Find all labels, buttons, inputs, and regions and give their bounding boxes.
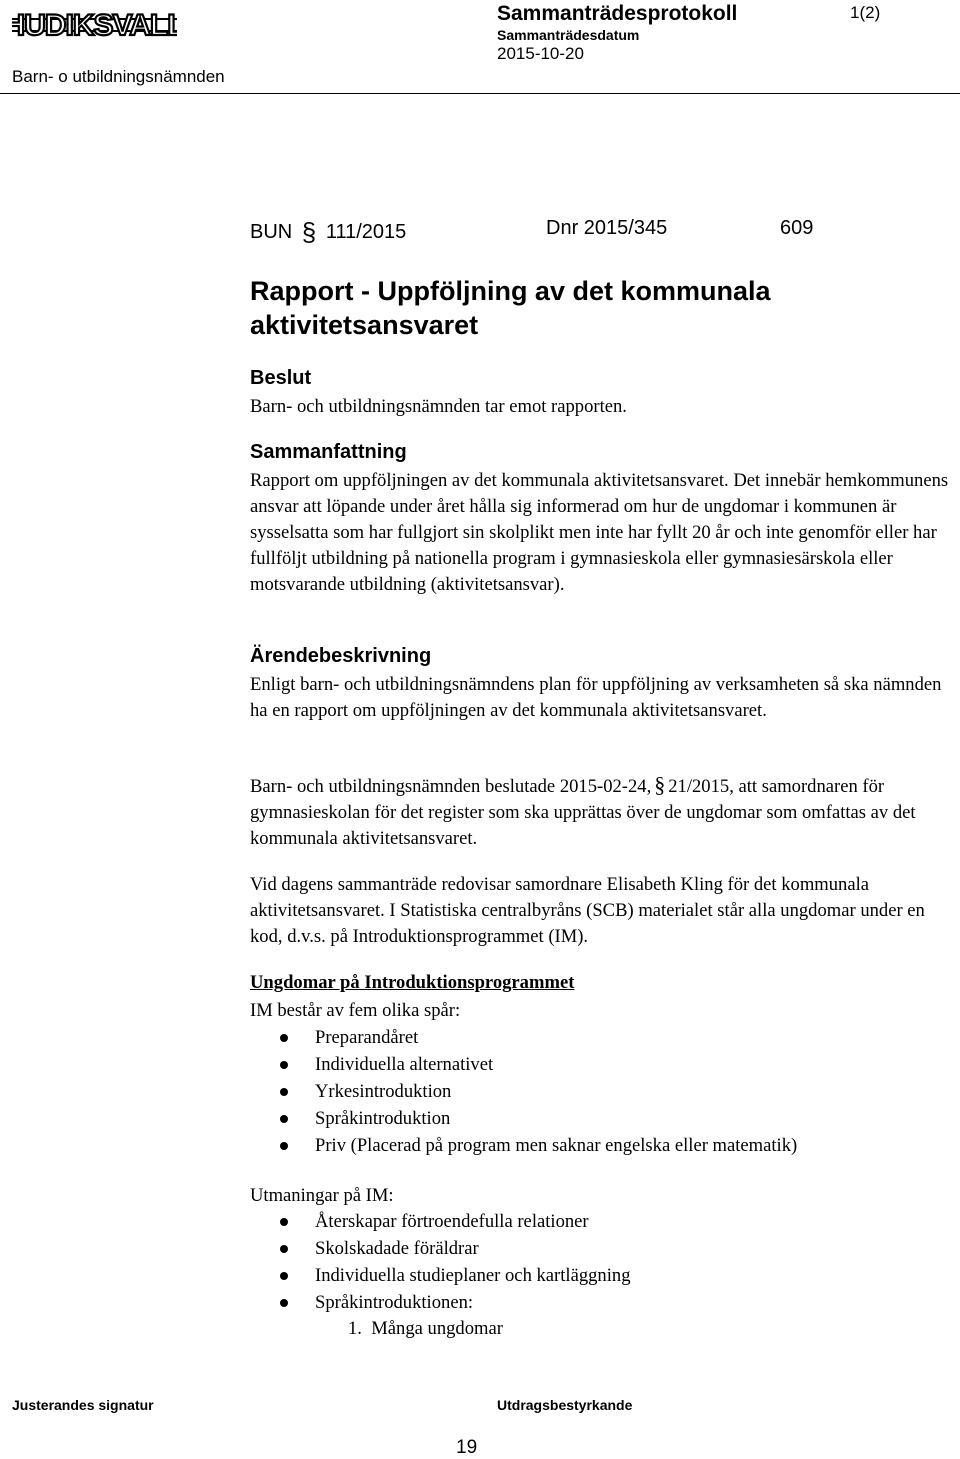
- sub-item-number: 1.: [348, 1318, 362, 1339]
- committee-name: Barn- o utbildningsnämnden: [12, 67, 225, 86]
- bullet-icon: [280, 1034, 288, 1042]
- list-item: [250, 1079, 797, 1106]
- im-intro: IM består av fem olika spår:: [250, 1000, 461, 1021]
- case-reference: [250, 217, 406, 248]
- document-title: Sammanträdesprotokoll: [497, 2, 738, 25]
- case-description-paragraph: [250, 772, 950, 852]
- im-heading: Ungdomar på Introduktionsprogrammet: [250, 972, 575, 993]
- meeting-date: 2015-10-20: [497, 44, 584, 63]
- meeting-date-label: Sammanträdesdatum: [497, 27, 640, 43]
- challenges-list: [250, 1209, 631, 1317]
- header-divider: [0, 93, 960, 94]
- summary-text: Rapport om uppföljningen av det kommunala aktivitetsansvaret. Det innebär hemkommunens ansvar att löpande under året hålla sig informerad om hur de ungdomar i kommunen är sysselsatta som har fullgjort sin skolplikt men inte har fyllt 20 år och inte genomför eller har fullföljt utbildning på nationella program i gymnasieskola eller gymnasiesärskola eller motsvarande utbildning (aktivitetsansvar).: [250, 470, 949, 595]
- bullet-icon: [280, 1061, 288, 1069]
- case-id: 609: [780, 217, 814, 239]
- bullet-icon: [280, 1299, 288, 1307]
- bullet-icon: [280, 1088, 288, 1096]
- list-item-text: Språkintroduktionen:: [315, 1292, 474, 1313]
- signature-label: Justerandes signatur: [12, 1397, 154, 1413]
- decision-heading: Beslut: [250, 367, 312, 389]
- list-item-text: Individuella studieplaner och kartläggning: [315, 1265, 631, 1286]
- page-count: 1(2): [850, 3, 881, 22]
- diary-number: Dnr 2015/345: [546, 217, 668, 239]
- list-item-text: Individuella alternativet: [315, 1054, 494, 1075]
- list-item-text: Återskapar förtroendefulla relationer: [315, 1211, 589, 1232]
- case-description-heading: Ärendebeskrivning: [250, 645, 432, 667]
- list-item-text: Språkintroduktion: [315, 1108, 451, 1129]
- case-code: BUN: [250, 221, 293, 243]
- list-item: [250, 1263, 631, 1290]
- list-item: [250, 1290, 631, 1317]
- list-item: [250, 1052, 797, 1079]
- list-item-text: Priv (Placerad på program men saknar engelska eller matematik): [315, 1135, 798, 1156]
- case-description-paragraph: Enligt barn- och utbildningsnämndens plan för uppföljning av verksamheten så ska nämnden ha en rapport om uppföljningen av det kommunala aktivitetsansvaret.: [250, 674, 942, 721]
- list-item: [250, 1209, 631, 1236]
- svg-text:HUDIKSVALL: HUDIKSVALL: [12, 9, 177, 42]
- list-item-text: Yrkesintroduktion: [315, 1081, 452, 1102]
- municipality-logo: [12, 4, 177, 42]
- list-item: [250, 1025, 797, 1052]
- paragraph-text: 21/2015, att samordnaren för gymnasieskolan för det register som ska upprättas över de ungdomar som omfattas av det kommunala aktivitetsansvaret.: [250, 776, 916, 849]
- case-description-paragraph: Vid dagens sammanträde redovisar samordnare Elisabeth Kling för det kommunala aktivitetsansvaret. I Statistiska centralbyråns (SCB) materialet står alla ungdomar under en kod, d.v.s. på Introduktionsprogrammet (IM).: [250, 874, 925, 947]
- im-tracks-list: [250, 1025, 797, 1160]
- numbered-sub-item: [348, 1316, 503, 1342]
- bullet-icon: [280, 1115, 288, 1123]
- bullet-icon: [280, 1142, 288, 1150]
- summary-heading: Sammanfattning: [250, 441, 407, 463]
- list-item: [250, 1106, 797, 1133]
- bullet-icon: [280, 1245, 288, 1253]
- bullet-icon: [280, 1218, 288, 1226]
- bullet-icon: [280, 1272, 288, 1280]
- page-number: 19: [456, 1437, 478, 1458]
- sub-item-text: Många ungdomar: [371, 1318, 503, 1339]
- decision-text: Barn- och utbildningsnämnden tar emot rapporten.: [250, 396, 627, 417]
- list-item-text: Preparandåret: [315, 1027, 419, 1048]
- challenges-heading: Utmaningar på IM:: [250, 1185, 394, 1206]
- page-title: Rapport - Uppföljning av det kommunala aktivitetsansvaret: [250, 276, 771, 340]
- case-number: 111/2015: [325, 221, 407, 243]
- paragraph-text: Barn- och utbildningsnämnden beslutade 2015-02-24,: [250, 776, 652, 797]
- list-item: [250, 1236, 631, 1263]
- paragraph-symbol: §: [654, 772, 666, 797]
- list-item-text: Skolskadade föräldrar: [315, 1238, 479, 1259]
- list-item: [250, 1133, 797, 1160]
- certification-label: Utdragsbestyrkande: [497, 1397, 633, 1413]
- paragraph-symbol: §: [301, 217, 317, 247]
